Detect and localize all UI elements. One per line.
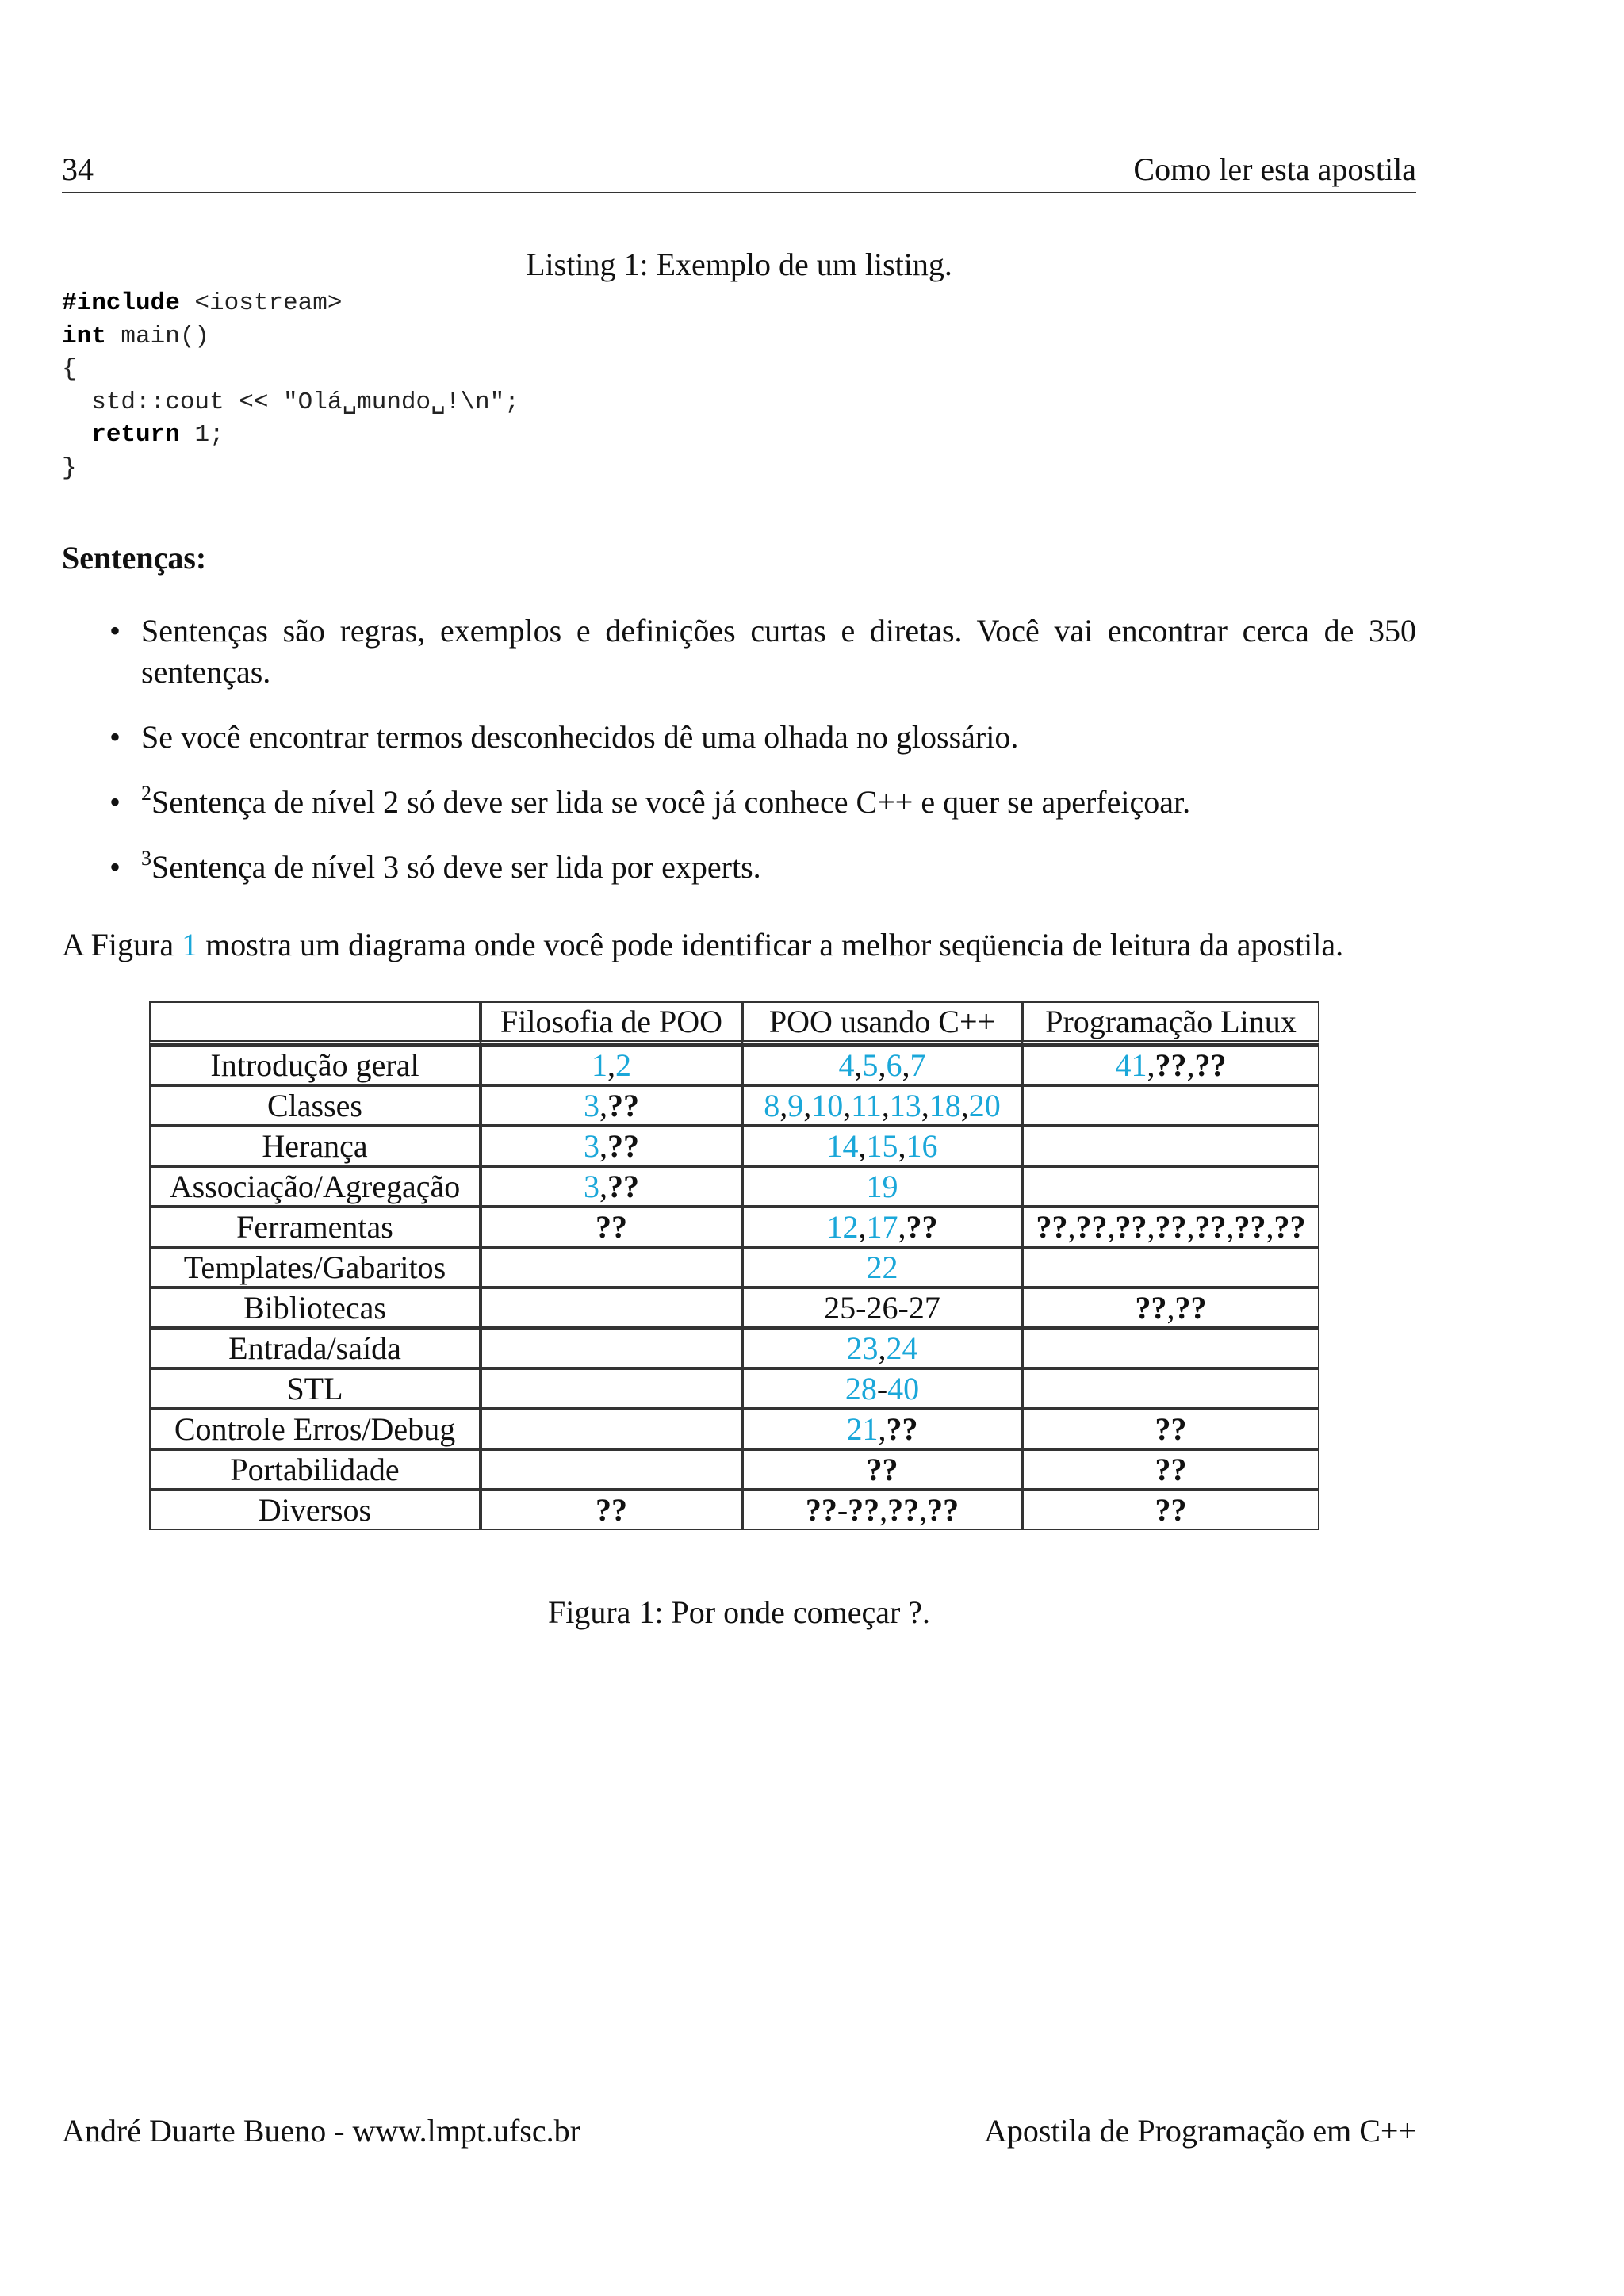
unresolved-reference: ??	[1036, 1209, 1068, 1245]
unresolved-reference: ??	[927, 1492, 959, 1528]
footer-author: André Duarte Bueno - www.lmpt.ufsc.br	[62, 2113, 580, 2149]
table-cell	[481, 1328, 742, 1368]
row-label: Introdução geral	[149, 1045, 481, 1085]
code-text: <iostream>	[179, 289, 343, 317]
sentence-text: Sentença de nível 2 só deve ser lida se você já conhece C++ e quer se aperfeiçoar.	[151, 784, 1191, 820]
code-listing	[62, 287, 519, 484]
listing-caption: Listing 1: Exemplo de um listing.	[526, 247, 952, 282]
section-reference-link[interactable]: 12	[826, 1209, 859, 1245]
table-cell	[742, 1207, 1022, 1247]
unresolved-reference: ??	[1155, 1492, 1187, 1528]
row-label: STL	[149, 1368, 481, 1409]
unresolved-reference: ??	[1174, 1290, 1207, 1326]
sentences-list	[62, 610, 1416, 912]
unresolved-reference: ??	[848, 1492, 880, 1528]
table-cell	[1022, 1207, 1320, 1247]
cell-text: ,	[1186, 1209, 1195, 1245]
code-keyword: #include	[62, 289, 180, 317]
table-row	[149, 1449, 1320, 1490]
row-label: Associação/Agregação	[149, 1166, 481, 1207]
code-text: {	[62, 355, 77, 383]
cell-text: ,	[902, 1047, 910, 1083]
table-cell	[742, 1328, 1022, 1368]
table-cell	[742, 1045, 1022, 1085]
table-cell	[481, 1085, 742, 1126]
cell-text: ,	[599, 1128, 607, 1164]
section-reference-link[interactable]: 9	[787, 1088, 804, 1123]
table-cell	[1022, 1490, 1320, 1530]
bullet-icon: •	[109, 613, 121, 649]
unresolved-reference: ??	[607, 1169, 639, 1204]
section-reference-link[interactable]: 5	[862, 1047, 879, 1083]
section-reference-link[interactable]: 4	[838, 1047, 855, 1083]
table-cell	[481, 1207, 742, 1247]
table-cell	[742, 1126, 1022, 1166]
table-row	[149, 1045, 1320, 1085]
table-cell	[481, 1490, 742, 1530]
cell-text: ,	[921, 1088, 929, 1123]
table-cell	[1022, 1247, 1320, 1288]
row-label: Herança	[149, 1126, 481, 1166]
table-cell	[1022, 1328, 1320, 1368]
table-row	[149, 1490, 1320, 1530]
table-row	[149, 1247, 1320, 1288]
section-reference-link[interactable]: 10	[811, 1088, 844, 1123]
code-keyword: int	[62, 322, 106, 350]
table-row	[149, 1368, 1320, 1409]
column-header: Filosofia de POO	[481, 1001, 742, 1045]
column-header	[149, 1001, 481, 1045]
unresolved-reference: ??	[607, 1088, 639, 1123]
section-reference-link[interactable]: 17	[866, 1209, 898, 1245]
table-cell	[1022, 1409, 1320, 1449]
unresolved-reference: ??	[887, 1492, 920, 1528]
footer-title: Apostila de Programação em C++	[984, 2113, 1416, 2149]
unresolved-reference: ??	[1075, 1209, 1108, 1245]
cell-text: ,	[779, 1088, 788, 1123]
figure-reference-link[interactable]: 1	[182, 927, 198, 962]
table-cell	[1022, 1166, 1320, 1207]
table-cell	[481, 1288, 742, 1328]
bullet-icon: •	[109, 784, 121, 820]
table-cell	[742, 1288, 1022, 1328]
row-label: Diversos	[149, 1490, 481, 1530]
sentences-heading: Sentenças:	[62, 540, 207, 576]
table-cell	[481, 1045, 742, 1085]
sentence-text: Se você encontrar termos desconhecidos dê uma olhada no glossário.	[141, 719, 1019, 755]
unresolved-reference: ??	[1155, 1047, 1187, 1083]
section-reference-link[interactable]: 18	[929, 1088, 961, 1123]
code-text: 1;	[179, 421, 224, 449]
code-line	[62, 320, 519, 354]
table-cell	[1022, 1368, 1320, 1409]
code-line	[62, 353, 519, 386]
column-header: Programação Linux	[1022, 1001, 1320, 1045]
table-row	[149, 1328, 1320, 1368]
section-reference-link[interactable]: 40	[887, 1371, 920, 1406]
row-label: Controle Erros/Debug	[149, 1409, 481, 1449]
table-cell	[1022, 1288, 1320, 1328]
sentence-text: Sentença de nível 3 só deve ser lida por experts.	[151, 849, 761, 885]
cell-text: ,	[607, 1047, 615, 1083]
cell-text: -	[876, 1371, 888, 1406]
sentence-item	[62, 847, 1416, 888]
code-line	[62, 386, 519, 419]
table-row	[149, 1126, 1320, 1166]
section-reference-link[interactable]: 11	[851, 1088, 882, 1123]
cell-text: ,	[1147, 1047, 1155, 1083]
running-header-title: Como ler esta apostila	[1133, 151, 1416, 187]
bullet-icon: •	[109, 849, 121, 885]
cell-text: -	[837, 1492, 848, 1528]
sentence-item	[62, 610, 1416, 693]
section-reference-link[interactable]: 41	[1115, 1047, 1147, 1083]
unresolved-reference: ??	[596, 1492, 627, 1528]
cell-text: 25-26-27	[824, 1290, 940, 1326]
unresolved-reference: ??	[866, 1452, 898, 1487]
figure-caption: Figura 1: Por onde começar ?.	[547, 1594, 931, 1630]
unresolved-reference: ??	[1194, 1209, 1227, 1245]
cell-text: ,	[1186, 1047, 1195, 1083]
reading-order-table	[149, 1001, 1320, 1530]
table-cell	[1022, 1126, 1320, 1166]
table-header-row	[149, 1001, 1320, 1045]
section-reference-link[interactable]: 21	[846, 1411, 879, 1447]
cell-text: ,	[854, 1047, 863, 1083]
cell-text: ,	[919, 1492, 928, 1528]
cell-text: ,	[878, 1330, 887, 1366]
table-cell	[742, 1166, 1022, 1207]
section-reference-link[interactable]: 3	[584, 1169, 599, 1204]
section-reference-link[interactable]: 16	[906, 1128, 938, 1164]
table-cell	[481, 1247, 742, 1288]
unresolved-reference: ??	[1155, 1209, 1187, 1245]
table-cell	[481, 1166, 742, 1207]
section-reference-link[interactable]: 8	[764, 1088, 780, 1123]
level-superscript: 3	[141, 847, 151, 870]
unresolved-reference: ??	[906, 1209, 938, 1245]
cell-text: ,	[1226, 1209, 1235, 1245]
cell-text: ,	[599, 1169, 607, 1204]
table-cell	[742, 1247, 1022, 1288]
table-cell	[1022, 1085, 1320, 1126]
cell-text: ,	[881, 1088, 890, 1123]
section-reference-link[interactable]: 2	[615, 1047, 631, 1083]
cell-text: ,	[803, 1088, 812, 1123]
unresolved-reference: ??	[1115, 1209, 1147, 1245]
cell-text: ,	[879, 1492, 888, 1528]
cell-text: ,	[1266, 1209, 1274, 1245]
section-reference-link[interactable]: 23	[846, 1330, 879, 1366]
column-header: POO usando C++	[742, 1001, 1022, 1045]
code-text: main()	[105, 322, 210, 350]
table-cell	[742, 1449, 1022, 1490]
row-label: Bibliotecas	[149, 1288, 481, 1328]
sentence-text: Sentenças são regras, exemplos e definições curtas e diretas. Você vai encontrar cerca de 350 sentenças.	[141, 613, 1416, 690]
table-row	[149, 1409, 1320, 1449]
cell-text: ,	[898, 1128, 906, 1164]
paragraph-text-before: A Figura	[62, 927, 182, 962]
cell-text: ,	[1147, 1209, 1155, 1245]
unresolved-reference: ??	[1155, 1411, 1187, 1447]
header-rule	[62, 192, 1416, 193]
cell-text: ,	[898, 1209, 906, 1245]
table-cell	[742, 1368, 1022, 1409]
table-row	[149, 1085, 1320, 1126]
code-line	[62, 419, 519, 452]
code-line	[62, 287, 519, 320]
unresolved-reference: ??	[886, 1411, 918, 1447]
cell-text: ,	[843, 1088, 852, 1123]
sentence-item	[62, 717, 1416, 758]
page-number: 34	[62, 151, 94, 187]
bullet-icon: •	[109, 719, 121, 755]
section-reference-link[interactable]: 13	[889, 1088, 921, 1123]
row-label: Ferramentas	[149, 1207, 481, 1247]
unresolved-reference: ??	[1194, 1047, 1227, 1083]
cell-text: ,	[878, 1047, 887, 1083]
section-reference-link[interactable]: 3	[584, 1088, 599, 1123]
section-reference-link[interactable]: 20	[968, 1088, 1001, 1123]
unresolved-reference: ??	[596, 1209, 627, 1245]
code-line	[62, 452, 519, 485]
paragraph-text-after: mostra um diagrama onde você pode identificar a melhor seqüencia de leitura da apostila.	[197, 927, 1344, 962]
section-reference-link[interactable]: 15	[866, 1128, 898, 1164]
table-cell	[1022, 1449, 1320, 1490]
section-reference-link[interactable]: 19	[866, 1169, 898, 1204]
table-cell	[742, 1490, 1022, 1530]
cell-text: ,	[1166, 1290, 1175, 1326]
unresolved-reference: ??	[805, 1492, 837, 1528]
table-cell	[742, 1409, 1022, 1449]
unresolved-reference: ??	[1135, 1290, 1167, 1326]
code-text: std::cout << "Olá␣mundo␣!\n";	[62, 388, 519, 416]
cell-text: ,	[878, 1411, 887, 1447]
section-reference-link[interactable]: 6	[886, 1047, 902, 1083]
sentence-item	[62, 782, 1416, 823]
section-reference-link[interactable]: 22	[866, 1249, 898, 1285]
section-reference-link[interactable]: 7	[910, 1047, 926, 1083]
row-label: Portabilidade	[149, 1449, 481, 1490]
section-reference-link[interactable]: 28	[845, 1371, 877, 1406]
table-cell	[481, 1368, 742, 1409]
row-label: Templates/Gabaritos	[149, 1247, 481, 1288]
unresolved-reference: ??	[1274, 1209, 1306, 1245]
unresolved-reference: ??	[1155, 1452, 1187, 1487]
cell-text: ,	[1067, 1209, 1076, 1245]
level-superscript: 2	[141, 782, 151, 805]
table-row	[149, 1288, 1320, 1328]
table-cell	[481, 1409, 742, 1449]
section-reference-link[interactable]: 1	[592, 1047, 607, 1083]
code-text: }	[62, 453, 77, 482]
section-reference-link[interactable]: 14	[826, 1128, 859, 1164]
section-reference-link[interactable]: 24	[886, 1330, 918, 1366]
row-label: Classes	[149, 1085, 481, 1126]
table-cell	[742, 1085, 1022, 1126]
cell-text: ,	[1107, 1209, 1116, 1245]
code-keyword: return	[91, 421, 180, 449]
unresolved-reference: ??	[607, 1128, 639, 1164]
cell-text: ,	[858, 1128, 867, 1164]
cell-text: ,	[960, 1088, 969, 1123]
cell-text: ,	[599, 1088, 607, 1123]
unresolved-reference: ??	[1234, 1209, 1266, 1245]
cell-text: ,	[858, 1209, 867, 1245]
table-row	[149, 1166, 1320, 1207]
intro-paragraph	[62, 926, 1343, 963]
table-row	[149, 1207, 1320, 1247]
row-label: Entrada/saída	[149, 1328, 481, 1368]
table-cell	[1022, 1045, 1320, 1085]
section-reference-link[interactable]: 3	[584, 1128, 599, 1164]
table-cell	[481, 1449, 742, 1490]
table-cell	[481, 1126, 742, 1166]
